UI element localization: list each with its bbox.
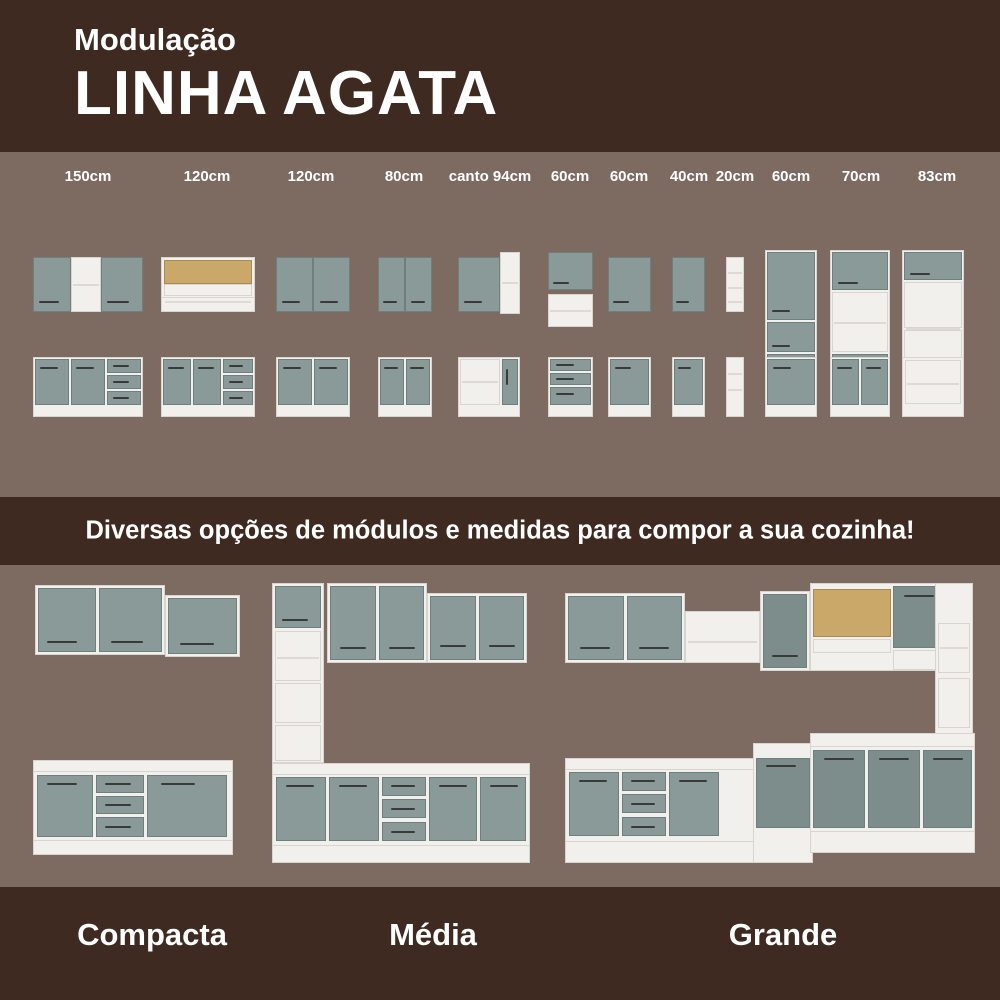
module-upper-150 xyxy=(33,257,143,312)
kitchen-compacta xyxy=(25,585,245,860)
size-label-60b: 60cm xyxy=(609,168,649,185)
kitchen-name-compacta: Compacta xyxy=(77,917,227,952)
size-label-120a: 120cm xyxy=(183,168,231,185)
size-label-canto94: canto 94cm xyxy=(448,168,532,185)
kitchen-name-grande: Grande xyxy=(728,917,838,952)
footer-band xyxy=(0,887,1000,1000)
module-base-120b xyxy=(276,357,350,417)
size-label-40: 40cm xyxy=(669,168,709,185)
module-base-83 xyxy=(902,357,964,417)
header-subtitle: Modulação xyxy=(74,22,236,57)
modules-band xyxy=(0,152,1000,497)
module-base-150 xyxy=(33,357,143,417)
module-upper-120-2portas xyxy=(276,257,350,312)
size-label-80: 80cm xyxy=(384,168,424,185)
size-label-150: 150cm xyxy=(64,168,112,185)
module-upper-20 xyxy=(726,257,744,312)
module-base-60-gavetas xyxy=(548,357,593,417)
page-title: LINHA AGATA xyxy=(74,59,499,128)
module-base-40 xyxy=(672,357,705,417)
kitchens-band xyxy=(0,565,1000,887)
kitchen-grande xyxy=(560,583,975,868)
module-base-120a xyxy=(161,357,255,417)
kitchen-name-media: Média xyxy=(389,917,477,952)
size-label-70: 70cm xyxy=(841,168,881,185)
size-label-60c: 60cm xyxy=(771,168,811,185)
module-base-canto-94 xyxy=(458,357,520,417)
size-label-20: 20cm xyxy=(715,168,755,185)
module-base-70 xyxy=(830,357,890,417)
size-label-60a: 60cm xyxy=(550,168,590,185)
module-base-20 xyxy=(726,357,744,417)
size-label-83: 83cm xyxy=(917,168,957,185)
module-base-60 xyxy=(608,357,651,417)
module-upper-120-basculante xyxy=(161,257,255,312)
module-upper-40 xyxy=(672,257,705,312)
module-upper-60-nicho xyxy=(548,252,593,327)
header-band xyxy=(0,0,1000,152)
module-upper-80 xyxy=(378,257,432,312)
size-label-120b: 120cm xyxy=(287,168,335,185)
kitchen-media xyxy=(272,583,532,863)
slogan-text: Diversas opções de módulos e medidas para compor a sua cozinha! xyxy=(85,516,915,545)
slogan-band xyxy=(0,497,1000,565)
module-upper-60 xyxy=(608,257,651,312)
module-upper-canto-94 xyxy=(458,252,520,314)
module-base-60-duplo xyxy=(765,357,817,417)
size-label-row xyxy=(0,152,1000,192)
module-base-80 xyxy=(378,357,432,417)
